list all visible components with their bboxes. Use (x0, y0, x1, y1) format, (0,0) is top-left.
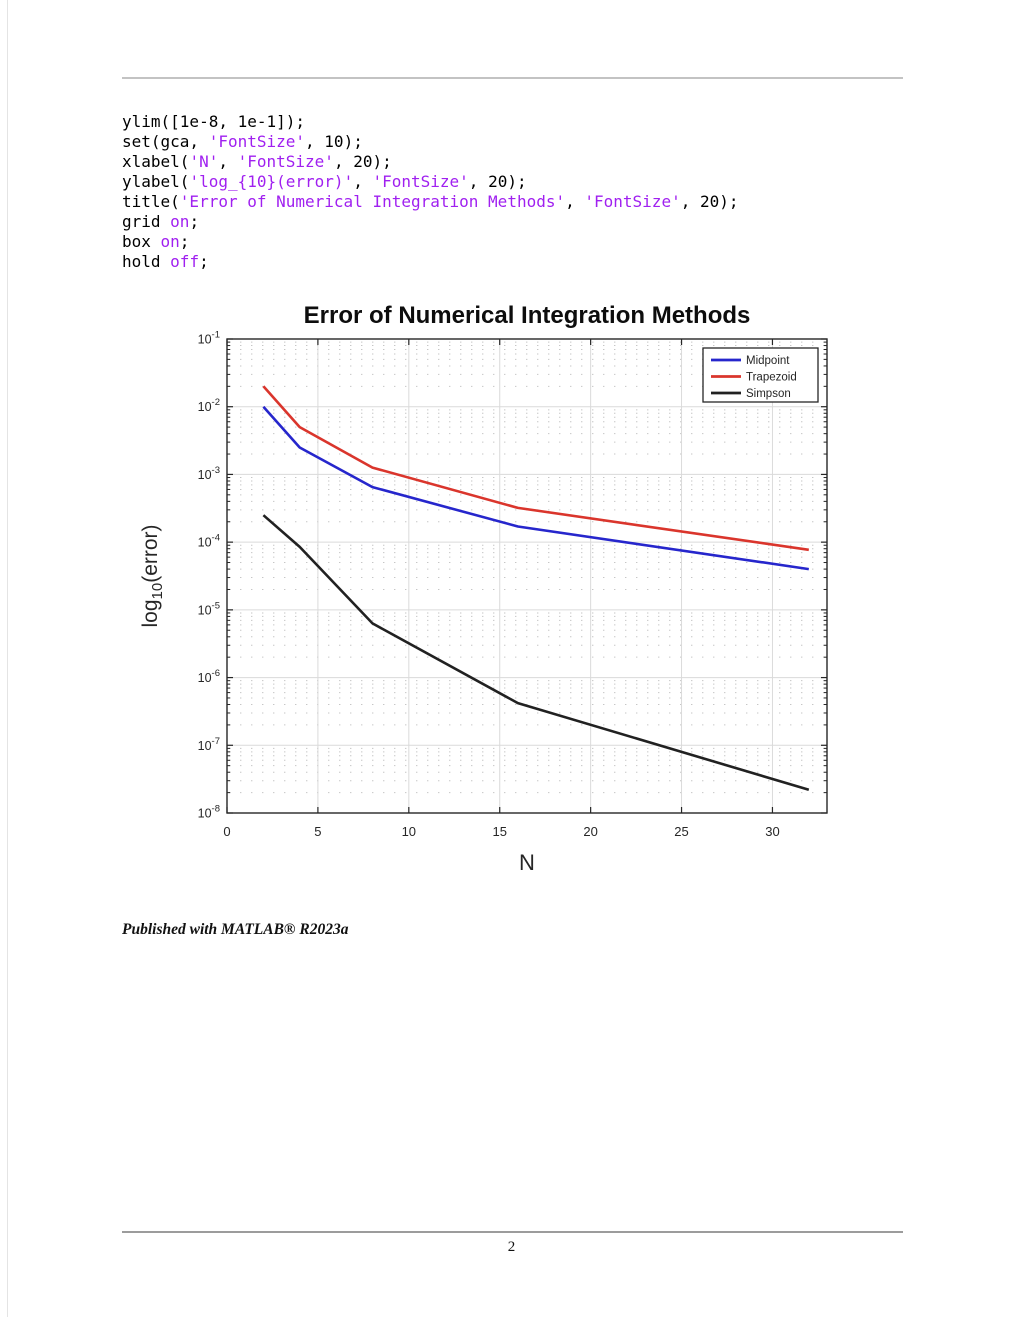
code-text: set(gca, (122, 132, 209, 151)
x-axis-label: N (519, 850, 535, 875)
legend-entry-label: Simpson (746, 388, 791, 400)
code-text: box (122, 232, 161, 251)
x-tick-label: 30 (765, 824, 780, 839)
y-tick-label: $10^{-4}$ (197, 532, 220, 550)
top-divider (122, 77, 903, 79)
code-string: 'Error of Numerical Integration Methods' (179, 192, 566, 211)
x-tick-label: 25 (674, 824, 689, 839)
y-tick-label: $10^{-7}$ (197, 735, 220, 753)
series-line-midpoint (263, 407, 808, 569)
code-string: 'FontSize' (237, 152, 334, 171)
code-text: ; (199, 252, 209, 271)
y-tick-label: $10^{-3}$ (197, 464, 220, 482)
code-string: 'log_{10}(error)' (189, 172, 354, 191)
y-tick-label: $10^{-6}$ (197, 668, 220, 686)
error-chart (140, 293, 870, 883)
tick-labels (198, 330, 780, 840)
code-line (122, 172, 739, 192)
legend-entry-label: Trapezoid (746, 371, 797, 384)
code-text: title( (122, 192, 180, 211)
code-line (122, 112, 739, 132)
code-text: ; (189, 212, 200, 231)
code-string: 'FontSize' (584, 192, 681, 211)
code-string: 'FontSize' (208, 132, 306, 151)
chart-title: Error of Numerical Integration Methods (303, 302, 751, 329)
legend-entry-label: Midpoint (746, 355, 790, 367)
matlab-code-block (122, 112, 739, 272)
x-tick-label: 15 (492, 824, 507, 839)
legend (703, 348, 818, 402)
page-left-border (7, 0, 8, 1317)
x-tick-label: 10 (401, 824, 417, 839)
code-text: , 20); (680, 192, 739, 211)
code-line (122, 252, 739, 272)
bottom-divider (122, 1231, 903, 1233)
code-text: ; (179, 232, 190, 251)
series-line-trapezoid (263, 386, 808, 550)
code-line (122, 192, 739, 212)
code-text: , 20); (468, 172, 527, 191)
code-string: 'N' (189, 152, 219, 171)
y-axis-label: $\log_{10}(error)$ (140, 524, 166, 628)
y-tick-label: $10^{-5}$ (197, 600, 220, 618)
code-line (122, 152, 739, 172)
code-text: ylabel( (122, 172, 190, 191)
published-note: Published with MATLAB® R2023a (122, 921, 349, 938)
code-text: xlabel( (122, 152, 190, 171)
code-string: off (170, 252, 200, 271)
code-line (122, 212, 739, 232)
x-tick-label: 0 (223, 824, 231, 839)
x-tick-label: 20 (583, 824, 598, 839)
code-text: , 20); (333, 152, 392, 171)
code-text: , (353, 172, 373, 191)
figure (140, 293, 870, 883)
code-text: grid (122, 212, 171, 231)
code-string: on (170, 212, 190, 231)
x-tick-label: 5 (314, 824, 322, 839)
y-tick-label: $10^{-1}$ (197, 329, 220, 347)
code-text: hold (122, 252, 171, 271)
code-text: , 10); (305, 132, 363, 151)
y-tick-label: $10^{-2}$ (197, 397, 220, 415)
y-tick-label: $10^{-8}$ (197, 803, 220, 821)
page-number: 2 (507, 1239, 516, 1255)
code-line (122, 132, 739, 152)
code-text: , (565, 192, 585, 211)
code-text: ylim([1e-8, 1e-1]); (122, 112, 306, 131)
code-text: , (218, 152, 238, 171)
code-line (122, 232, 739, 252)
code-string: on (160, 232, 180, 251)
code-string: 'FontSize' (372, 172, 469, 191)
